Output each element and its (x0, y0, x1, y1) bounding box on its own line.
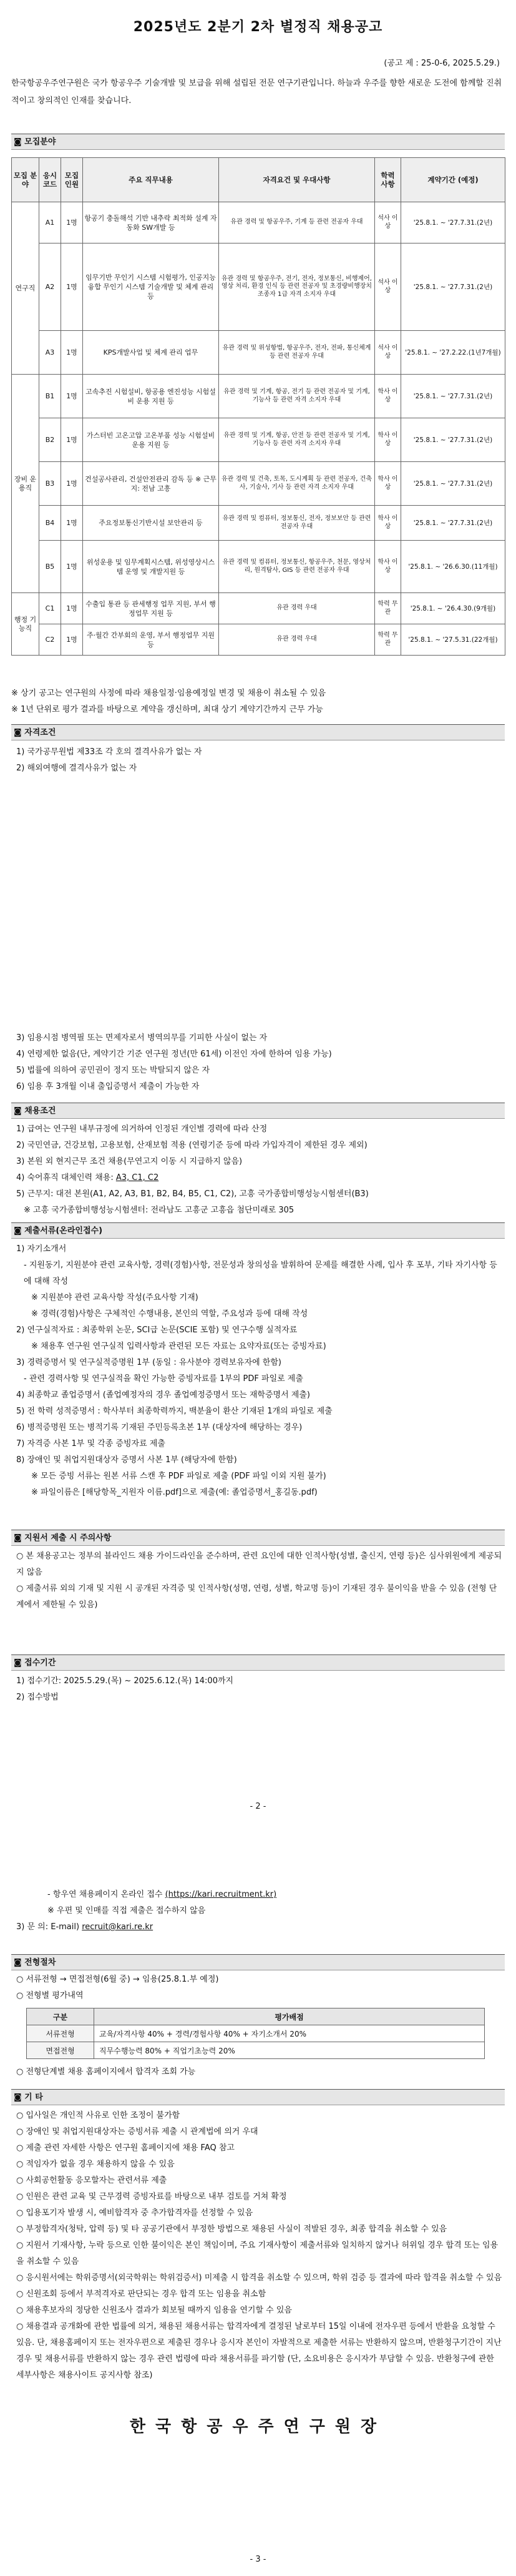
header-period: 계약기간 (예정) (401, 158, 505, 202)
table-row (12, 418, 505, 462)
list-item: - 지원동기, 지원분야 관련 교육사항, 경력(경험)사항, 전문성과 창의성을 발휘하여 문제를 해결한 사례, 입사 후 포부, 기타 자기사항 등에 대해 작성 (24, 1261, 497, 1286)
condition-label: 4) 숙어휴직 대체인력 채용: (16, 1173, 116, 1182)
list-item: ○ 전형별 평가내역 (16, 1991, 84, 2000)
edu-cell: 석사 이상 (375, 243, 401, 331)
header-duty: 주요 직무내용 (83, 158, 219, 202)
list-item-note: ※ 고흥 국가종합비행성능시험센터: 전라남도 고흥군 고흥읍 첨단미래로 305 (24, 1206, 295, 1215)
edu-cell: 학력 무관 (375, 593, 401, 624)
count-cell: 1명 (61, 624, 83, 656)
period-cell: '25.8.1. ~ '27.7.31.(2년) (401, 462, 505, 506)
cautions-list (16, 1548, 503, 1613)
eval-value: 직무수행능력 80% + 직업기초능력 20% (94, 2042, 485, 2059)
qual-cell: 유관 경력 및 기계, 항공, 전기 등 관련 전공자 및 기계, 기능사 등 관련 자격 소지자 우대 (219, 375, 375, 418)
edu-cell: 학사 이상 (375, 541, 401, 593)
count-cell: 1명 (61, 331, 83, 375)
table-row (12, 375, 505, 418)
list-item: ○ 응시원서에는 학위증명서(외국학위는 학위검증서) 미제출 시 합격을 취소할 수 있으며, 학위 검증 등 결과에 따라 합격을 취소할 수 있음 (16, 2273, 502, 2283)
page-2 (0, 1023, 516, 1875)
duty-cell: 주요정보통신기반시설 보안관리 등 (83, 506, 219, 541)
code-cell: B4 (39, 506, 61, 541)
list-item: 1) 국가공무원법 제33조 각 호의 결격사유가 없는 자 (16, 747, 202, 757)
list-item: 2) 연구실적자료 : 최종학위 논문, SCI급 논문(SCIE 포함) 및 연구수행 실적자료 (16, 1325, 298, 1335)
header-qualification: 자격요건 및 우대사항 (219, 158, 375, 202)
qual-cell: 유관 경력 및 항공우주, 전기, 전자, 정보통신, 비행제어, 영상 처리, 환경 인식 등 관련 전공자 및 초경량비행장치 조종자 1급 자격 소지자 우대 (219, 243, 375, 331)
contact (16, 1919, 503, 1935)
table-note: ※ 1년 단위로 평가 결과를 바탕으로 계약을 갱신하며, 최대 상기 계약기간까지 근무 가능 (11, 705, 323, 714)
list-item: 6) 임용 후 3개월 이내 출입증명서 제출이 가능한 자 (16, 1082, 200, 1091)
table-row (12, 331, 505, 375)
edu-cell: 학사 이상 (375, 462, 401, 506)
section-etc-heading: ◙ 기 타 (11, 2089, 505, 2105)
table-row (12, 506, 505, 541)
list-item: ○ 인원은 관련 교육 및 근무경력 증빙자료를 바탕으로 내부 검토를 거쳐 확정 (16, 2192, 287, 2201)
group-cell: 행정 기능직 (12, 593, 39, 656)
list-item: ○ 제출서류 외의 기재 및 지원 시 공개된 자격증 및 인적사항(성명, 연령, 성별, 학교명 등)이 기재된 경우 불이익을 받을 수 있음 (전형 단계에서 제한될 수 있음) (16, 1584, 497, 1610)
list-item: ○ 입사일은 개인적 사유로 인한 조정이 불가함 (16, 2111, 180, 2120)
list-item: ○ 제출 관련 자세한 사항은 연구원 홈페이지에 채용 FAQ 참고 (16, 2143, 235, 2153)
code-cell: C2 (39, 624, 61, 656)
period-cell: '25.8.1. ~ '27.7.31.(2년) (401, 202, 505, 243)
period-cell: '25.8.1. ~ '27.7.31.(2년) (401, 418, 505, 462)
qualification-list (16, 744, 503, 777)
table-note: ※ 상기 공고는 연구원의 사정에 따라 채용일정·임용예정일 변경 및 채용이 취소될 수 있음 (11, 689, 326, 698)
count-cell: 1명 (61, 202, 83, 243)
code-cell: B3 (39, 462, 61, 506)
table-row (27, 2025, 485, 2042)
list-item: 5) 전 학력 성적증명서 : 학사부터 최종학력까지, 백분율이 환산 기재된 1개의 파일로 제출 (16, 1407, 333, 1416)
section-conditions-heading: ◙ 채용조건 (11, 1103, 505, 1119)
code-cell: A3 (39, 331, 61, 375)
header-field: 모집 분야 (12, 158, 39, 202)
table-row (12, 593, 505, 624)
period-cell: '25.8.1. ~ '26.6.30.(11개월) (401, 541, 505, 593)
list-item-note: ※ 경력(경험)사항은 구체적인 수행내용, 본인의 역할, 주요성과 등에 대해 작성 (31, 1309, 308, 1319)
contact-label: 3) 문 의: E-mail) (16, 1922, 82, 1932)
table-row (12, 243, 505, 331)
qual-cell: 유관 경력 및 건축, 토목, 도시계획 등 관련 전공자, 건축사, 기술사, 기사 등 관련 자격 소지자 우대 (219, 462, 375, 506)
list-item: 4) 연령제한 없음(단, 계약기간 기준 연구원 정년(만 61세) 이전인 자에 한하여 임용 가능) (16, 1050, 332, 1059)
list-item: 8) 장애인 및 취업지원대상자 증명서 사본 1부 (해당자에 한함) (16, 1455, 237, 1465)
period-cell: '25.8.1. ~ '27.7.31.(2년) (401, 375, 505, 418)
qual-cell: 유관 경력 및 위성항법, 항공우주, 전자, 전파, 통신체계 등 관련 전공자 우대 (219, 331, 375, 375)
list-item: ○ 본 채용공고는 정부의 블라인드 채용 가이드라인을 준수하며, 관련 요인에 대한 인적사항(성별, 출신지, 연령 등)은 심사위원에게 제공되지 않음 (16, 1551, 502, 1577)
eval-label: 면접전형 (27, 2042, 94, 2059)
table-row (27, 2042, 485, 2059)
group-cell: 연구직 (12, 202, 39, 375)
period-list (16, 1673, 503, 1706)
period-cell: '25.8.1. ~ '27.5.31.(22개월) (401, 624, 505, 656)
period-cell: '25.8.1. ~ '27.7.31.(2년) (401, 506, 505, 541)
list-item: 2) 접수방법 (16, 1693, 59, 1702)
list-item-note: ※ 모든 증빙 서류는 원본 서류 스캔 후 PDF 파일로 제출 (PDF 파일 이외 지원 불가) (31, 1472, 326, 1481)
table-header-row (12, 158, 505, 202)
duty-cell: 고속추진 시험설비, 항공용 엔진성능 시험설비 운용 지원 등 (83, 375, 219, 418)
table-row (12, 624, 505, 656)
page-1 (0, 0, 516, 1023)
page-number: - 3 - (250, 2555, 266, 2564)
list-item-note: ※ 우편 및 인매를 직접 제출은 접수하지 않음 (47, 1906, 206, 1915)
list-item: ○ 채용후보자의 정당한 신원조사 결과가 회보될 때까지 임용을 연기할 수 있음 (16, 2306, 292, 2315)
count-cell: 1명 (61, 243, 83, 331)
eval-header-row (27, 2008, 485, 2025)
list-item (16, 1887, 503, 1903)
list-item: 5) 법률에 의하여 공민권이 정지 또는 박탈되지 않은 자 (16, 1066, 210, 1075)
table-row (12, 202, 505, 243)
table-notes (11, 686, 505, 718)
page-3 (0, 1875, 516, 2576)
list-item (16, 1170, 503, 1186)
period-cell: '25.8.1. ~ '27.2.22.(1년7개월) (401, 331, 505, 375)
edu-cell: 석사 이상 (375, 331, 401, 375)
edu-cell: 학사 이상 (375, 375, 401, 418)
list-item: 7) 자격증 사본 1부 및 각종 증빙자료 제출 (16, 1439, 165, 1448)
count-cell: 1명 (61, 462, 83, 506)
duty-cell: KPS개발사업 및 체계 관리 업무 (83, 331, 219, 375)
duty-cell: 수출입 통관 등 관세행정 업무 지원, 부서 행정업무 지원 등 (83, 593, 219, 624)
eval-label: 서류전형 (27, 2025, 94, 2042)
list-item-note: ※ 채용후 연구원 연구실적 입력사항과 관련된 모든 자료는 요약자료(또는 증빙자료) (31, 1342, 326, 1351)
apply-label: - 항우연 채용페이지 온라인 접수 (47, 1890, 165, 1899)
eval-table (26, 2008, 485, 2059)
list-item: ○ 부정합격자(청탁, 압력 등) 및 타 공공기관에서 부정한 방법으로 채용된 사실이 적발된 경우, 최종 합격을 취소할 수 있음 (16, 2225, 447, 2234)
section-recruit-heading: ◙ 모집분야 (11, 134, 505, 150)
header-education: 학력 사항 (375, 158, 401, 202)
edu-cell: 학사 이상 (375, 418, 401, 462)
section-documents-heading: ◙ 제출서류(온라인접수) (11, 1222, 505, 1239)
list-item: ○ 적임자가 없을 경우 채용하지 않을 수 있음 (16, 2160, 175, 2169)
count-cell: 1명 (61, 541, 83, 593)
count-cell: 1명 (61, 593, 83, 624)
list-item: 2) 국민연금, 건강보험, 고용보험, 산재보험 적용 (연령기준 등에 따라 가입자격이 제한된 경우 제외) (16, 1141, 368, 1150)
list-item: - 관련 경력사항 및 연구실적을 확인 가능한 증빙자료를 1부의 PDF 파일로 제출 (24, 1374, 303, 1384)
page-title: 2025년도 2분기 2차 별정직 채용공고 (133, 19, 383, 35)
qual-cell: 유관 경력 및 컴퓨터, 정보통신, 항공우주, 천문, 영상처리, 원격탐사, GIS 등 관련 전공자 우대 (219, 541, 375, 593)
period-cell: '25.8.1. ~ '27.7.31.(2년) (401, 243, 505, 331)
count-cell: 1명 (61, 375, 83, 418)
list-item: 6) 병적증명원 또는 병적기록 기재된 주민등록초본 1부 (대상자에 해당하는 경우) (16, 1423, 303, 1432)
duty-cell: 항공기 충돌해석 기반 내추락 최적화 설계 자동화 SW개발 등 (83, 202, 219, 243)
apply-method (16, 1887, 503, 1935)
group-cell: 장비 운용직 (12, 375, 39, 593)
list-item: ○ 서류전형 → 면접전형(6월 중) → 임용(25.8.1.부 예정) (16, 1975, 219, 1984)
table-row (12, 541, 505, 593)
code-cell: C1 (39, 593, 61, 624)
duty-cell: 건설공사관리, 건설안전관리 감독 등 ※ 근무지: 전남 고흥 (83, 462, 219, 506)
email-link[interactable]: recruit@kari.re.kr (82, 1922, 153, 1932)
count-cell: 1명 (61, 418, 83, 462)
duty-cell: 임무기반 무인기 시스템 시험평가, 인공지능 융합 무인기 시스템 기술개발 및 체계 관리 등 (83, 243, 219, 331)
qual-cell: 유관 경력 우대 (219, 624, 375, 656)
recruit-table (11, 157, 505, 656)
list-item: ○ 채용결과 공개화에 관한 법률에 의거, 채용된 채용서류는 합격자에게 결정된 날로부터 15일 이내에 전자우편 등에서 반환을 요청할 수 있음. 단, 채용홈페이지 또는 전자우편으로 제출된 경우나 응시자 본인이 자발적으로 제출한 서류는 반환하지 않으며, 반환청구기간이 지난 경우 및 채용서류를 반환하지 않는 경우 관련 법령에 따라 채용서류를 파기함 (단, 소요비용은 응시자가 부담할 수 있음. 반환청구에 관한 세부사항은 채용사이트 공지사항 참조) (16, 2322, 502, 2380)
list-item: ○ 입용포기자 발생 시, 예비합격자 중 추가합격자를 선정할 수 있음 (16, 2208, 253, 2218)
list-item-note: ※ 파일이름은 [해당항목_지원자 이름.pdf]으로 제출(예: 졸업증명서_홍길동.pdf) (31, 1488, 318, 1497)
eval-header-score: 평가배점 (94, 2008, 485, 2025)
list-item: ○ 장애인 및 취업지원대상자는 증빙서류 제출 시 관계법에 의거 우대 (16, 2127, 258, 2136)
intro-text: 한국항공우주연구원은 국가 항공우주 기술개발 및 보급을 위해 설립된 전문 연구기관입니다. 하늘과 우주를 향한 새로운 도전에 함께할 진취적이고 창의적인 인재를 찾습니다. (11, 79, 502, 106)
section-period-heading: ◙ 접수기간 (11, 1654, 505, 1671)
count-cell: 1명 (61, 506, 83, 541)
conditions-list (16, 1121, 503, 1219)
organization-name: 한국항공우주연구원장 (129, 2417, 387, 2436)
list-item: 5) 근무지: 대전 본원(A1, A2, A3, B1, B2, B4, B5, C1, C2), 고흥 국가종합비행성능시험센터(B3) (16, 1189, 369, 1199)
etc-list (16, 2108, 503, 2384)
notice-number: (공고 제 : 25-0-6, 2025.5.29.) (384, 59, 500, 68)
list-item: 1) 접수기간: 2025.5.29.(목) ~ 2025.6.12.(목) 14:00까지 (16, 1676, 234, 1686)
qual-cell: 유관 경력 및 컴퓨터, 정보통신, 전자, 정보보안 등 관련 전공자 우대 (219, 506, 375, 541)
apply-link[interactable]: (https://kari.recruitment.kr) (165, 1890, 277, 1899)
code-cell: A2 (39, 243, 61, 331)
list-item: 4) 최종학교 졸업증명서 (졸업예정자의 경우 졸업예정증명서 또는 재학증명서 제출) (16, 1390, 310, 1400)
code-cell: B5 (39, 541, 61, 593)
qual-cell: 유관 경력 우대 (219, 593, 375, 624)
qual-cell: 유관 경력 및 기계, 항공, 안전 등 관련 전공자 및 기계, 기능사 등 관련 자격 소지자 우대 (219, 418, 375, 462)
eval-value: 교육/자격사항 40% + 경력/경험사항 40% + 자기소개서 20% (94, 2025, 485, 2042)
list-item: ○ 전형단계별 채용 홈페이지에서 합격자 조회 가능 (16, 2067, 196, 2077)
edu-cell: 학력 무관 (375, 624, 401, 656)
list-item-note: ※ 지원분야 관련 교육사항 작성(주요사항 기재) (31, 1293, 198, 1302)
duty-cell: 가스터빈 고온고압 고온부품 성능 시험설비 운용 지원 등 (83, 418, 219, 462)
qualification-list-cont (16, 1030, 503, 1095)
code-cell: B1 (39, 375, 61, 418)
duty-cell: 위성운용 및 임무계획시스템, 위성영상시스템 운영 및 개발지원 등 (83, 541, 219, 593)
process-note (16, 2064, 503, 2080)
list-item: ○ 사회공헌활동 응모할자는 관련서류 제출 (16, 2176, 167, 2185)
qual-cell: 유관 경력 및 항공우주, 기계 등 관련 전공자 우대 (219, 202, 375, 243)
condition-highlight: A3, C1, C2 (115, 1173, 159, 1182)
section-qualification-heading: ◙ 자격조건 (11, 724, 505, 740)
documents-list (16, 1241, 503, 1501)
edu-cell: 학사 이상 (375, 506, 401, 541)
table-row (12, 462, 505, 506)
list-item: 3) 본원 외 현지근무 조건 채용(무연고지 이동 시 지급하지 않음) (16, 1157, 243, 1166)
list-item: 1) 급여는 연구원 내부규정에 의거하여 인정된 개인별 경력에 따라 산정 (16, 1124, 268, 1134)
list-item: ○ 신원조회 등에서 부적격자로 판단되는 경우 합격 또는 임용을 취소함 (16, 2289, 266, 2299)
list-item: 3) 경력증명서 및 연구실적증명원 1부 (동일 : 유사분야 경력보유자에 한함) (16, 1358, 281, 1367)
list-item: 2) 해외여행에 결격사유가 없는 자 (16, 764, 137, 773)
eval-header-type: 구분 (27, 2008, 94, 2025)
page-number: - 2 - (250, 1802, 266, 1811)
code-cell: A1 (39, 202, 61, 243)
section-cautions-heading: ◙ 지원서 제출 시 주의사항 (11, 1530, 505, 1546)
list-item: ○ 지원서 기재사항, 누락 등으로 인한 불이익은 본인 책임이며, 주요 기재사항이 제출서류와 일치하지 않거나 허위일 경우 합격 또는 임용을 취소할 수 있음 (16, 2241, 499, 2266)
duty-cell: 주·월간 간부회의 운영, 부서 행정업무 지원 등 (83, 624, 219, 656)
period-cell: '25.8.1. ~ '26.4.30.(9개월) (401, 593, 505, 624)
process-list (16, 1972, 503, 2004)
section-process-heading: ◙ 전형절차 (11, 1954, 505, 1970)
header-count: 모집 인원 (61, 158, 83, 202)
code-cell: B2 (39, 418, 61, 462)
edu-cell: 석사 이상 (375, 202, 401, 243)
header-code: 응시 코드 (39, 158, 61, 202)
list-item: 1) 자기소개서 (16, 1244, 67, 1254)
list-item: 3) 임용시점 병역필 또는 면제자로서 병역의무를 기피한 사실이 없는 자 (16, 1033, 268, 1043)
